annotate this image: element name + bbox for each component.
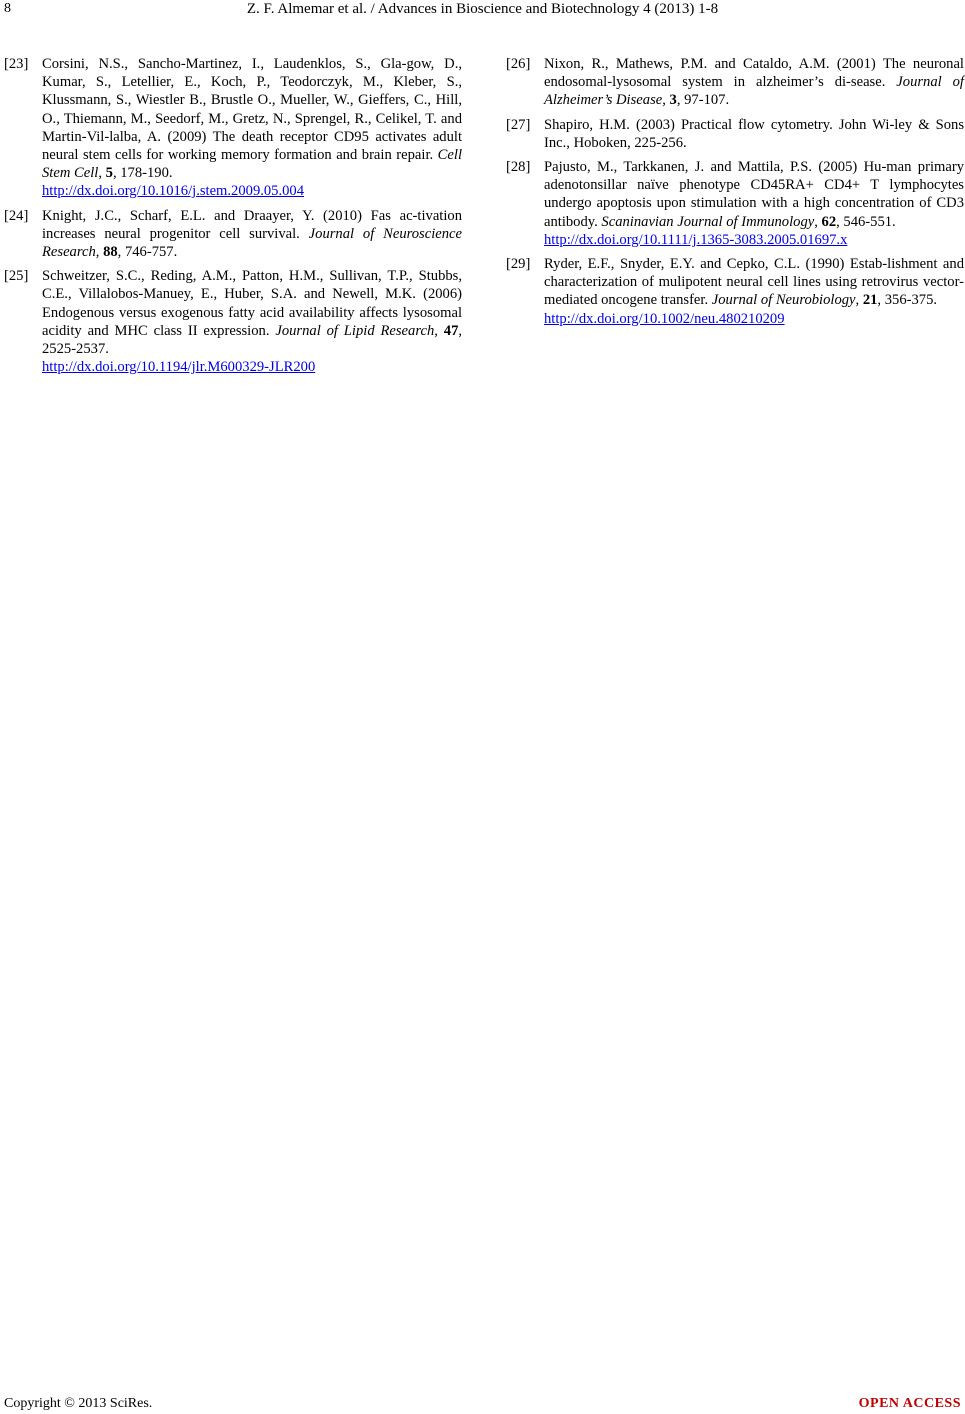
right-column	[506, 55, 964, 334]
volume: 3	[669, 92, 677, 109]
running-head: Z. F. Almemar et al. / Advances in Bioscience and Biotechnology 4 (2013) 1-8	[246, 1, 719, 17]
reference-text: Corsini, N.S., Sancho-Martinez, I., Laudenklos, S., Gla-gow, D., Kumar, S., Letellier, E., Koch, P., Teodorczyk, M., Kleber, S., Klussmann, S., Wiestler B., Brustle O., Mueller, W., Gieffers, C., Hill, O., Thiemann, M., Seedorf, M., Gretz, N., Sprengel, R., Celikel, T. and Martin-Vil-lalba, A. (2009) The death receptor CD95 activates adult neural stem cells for working memory formation and brain repair. Cell Stem Cell, 5, 178-190. http://dx.doi.org/10.1016/j.stem.2009.05.004	[42, 56, 462, 200]
doi-link[interactable]: http://dx.doi.org/10.1194/jlr.M600329-JLR200	[42, 359, 316, 376]
copyright-notice: Copyright © 2013 SciRes.	[4, 1396, 153, 1411]
reference-item	[506, 116, 964, 152]
reference-number: [25]	[4, 268, 29, 285]
reference-text: Ryder, E.F., Snyder, E.Y. and Cepko, C.L. (1990) Estab-lishment and characterization of mulipotent neural cell lines using retrovirus vector-mediated oncogene transfer. Journal of Neurobiology, 21, 356-375. http://dx.doi.org/10.1002/neu.480210209	[544, 256, 964, 327]
reference-text: Knight, J.C., Scharf, E.L. and Draayer, Y. (2010) Fas ac-tivation increases neural progenitor cell survival. Journal of Neuroscience Research, 88, 746-757.	[42, 207, 462, 261]
journal-name: Journal of Alzheimer’s Disease	[544, 74, 964, 109]
open-access-label: OPEN ACCESS	[858, 1396, 961, 1411]
journal-name: Journal of Lipid Research	[275, 322, 435, 339]
volume: 47	[443, 322, 459, 339]
reference-item	[506, 158, 964, 249]
journal-name: Journal of Neurobiology	[711, 292, 856, 309]
reference-item	[4, 207, 462, 262]
volume: 5	[105, 165, 113, 182]
journal-name: Scaninavian Journal of Immunology	[601, 213, 815, 230]
reference-item	[4, 267, 462, 376]
volume: 62	[821, 213, 837, 230]
reference-text: Nixon, R., Mathews, P.M. and Cataldo, A.M. (2001) The neuronal endosomal-lysosomal system in alzheimer’s di-sease. Journal of Alzheimer’s Disease, 3, 97-107.	[544, 56, 964, 109]
reference-item	[4, 55, 462, 201]
reference-number: [29]	[506, 256, 531, 273]
reference-text: Shapiro, H.M. (2003) Practical flow cytometry. John Wi-ley & Sons Inc., Hoboken, 225-256.	[544, 116, 964, 151]
doi-link[interactable]: http://dx.doi.org/10.1002/neu.480210209	[544, 310, 785, 327]
reference-number: [23]	[4, 56, 29, 72]
doi-link[interactable]: http://dx.doi.org/10.1016/j.stem.2009.05.004	[42, 183, 305, 200]
volume: 88	[103, 244, 118, 261]
journal-name: Journal of Neuroscience Research	[42, 225, 462, 261]
reference-number: [24]	[4, 207, 29, 224]
left-column	[4, 55, 462, 382]
reference-item	[506, 55, 964, 110]
reference-text: Schweitzer, S.C., Reding, A.M., Patton, H.M., Sullivan, T.P., Stubbs, C.E., Villalobos-Manuey, E., Huber, S.A. and Newell, M.K. (2006) Endogenous versus exogenous fatty acid availability affects lysosomal acidity and MHC class II expression. Journal of Lipid Research, 47, 2525-2537. http://dx.doi.org/10.1194/jlr.M600329-JLR200	[42, 268, 463, 376]
page-number: 8	[4, 1, 11, 16]
reference-text: Pajusto, M., Tarkkanen, J. and Mattila, P.S. (2005) Hu-man primary adenotonsillar naïve phenotype CD45RA+ CD4+ T lymphocytes undergo apoptosis upon stimulation with a high concentration of CD3 antibody. Scaninavian Journal of Immunology, 62, 546-551. http://dx.doi.org/10.1111/j.1365-3083.2005.01697.x	[544, 159, 964, 248]
reference-number: [28]	[506, 159, 531, 176]
reference-number: [27]	[506, 116, 531, 133]
reference-item	[506, 255, 964, 328]
journal-name: Cell Stem Cell	[42, 147, 462, 182]
doi-link[interactable]: http://dx.doi.org/10.1111/j.1365-3083.2005.01697.x	[544, 231, 848, 248]
reference-number: [26]	[506, 56, 531, 72]
volume: 21	[862, 292, 878, 309]
